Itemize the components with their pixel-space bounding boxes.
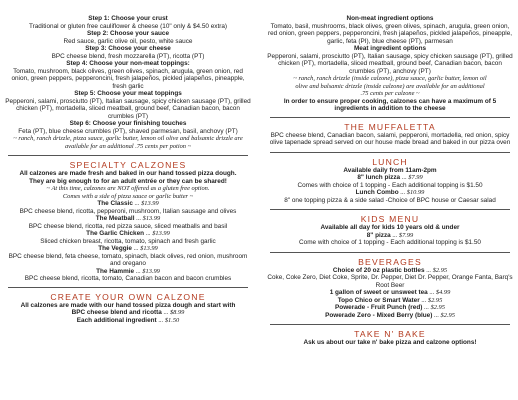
bev-powerade-blue (266, 312, 514, 320)
muffaletta-text: BPC cheese blend, Canadian bacon, salami, pepperoni, mortadella, red onion, spicy olive tapenade spread served on our house made bread and baked in our pizza oven (269, 131, 511, 146)
step2-title: Step 2: Choose your sauce (86, 30, 170, 37)
lunch-combo-desc: 8" one topping pizza & a side salad -Choice of BPC house or Caesar salad (284, 196, 496, 204)
meatball-desc: BPC cheese blend, ricotta, red pizza sauce, sliced meatballs and basil (28, 222, 228, 230)
step1-text: Traditional or gluten free cauliflower & cheese (10" only & $4.50 extra) (28, 22, 228, 30)
bev-powerade-red-name: Powerade - Fruit Punch (red) (335, 304, 423, 311)
take-n-bake-text: Ask us about our take n' bake pizza and calzone options! (303, 339, 477, 346)
hammie-desc: BPC cheese blend, ricotta, tomato, Canadian bacon and bacon crumbles (24, 275, 232, 282)
bev-water-name: Topo Chico or Smart Water (337, 296, 420, 304)
lunch-pizza-price: ... $7.99 (401, 174, 423, 181)
kids-heading: KIDS MENU (360, 214, 420, 224)
meat-note-3: .75 cents per calzone ~ (360, 90, 420, 97)
bev-bottles-name: Choice of 20 oz plastic bottles (332, 266, 425, 274)
bev-bottles-list: Coke, Coke Zero, Diet Coke, Sprite, Dr. Pepper, Diet Dr. Pepper, Orange Fanta, Barq's Root Beer (267, 274, 513, 289)
lunch-hours: Available daily from 11am-2pm (343, 166, 437, 174)
meatball-name: The Meatball (95, 215, 135, 222)
meat-title: Meat ingredient options (353, 45, 427, 52)
kids-availability: Available all day for kids 10 years old & under (320, 224, 460, 231)
step6-text: Feta (PT), blue cheese crumbles (PT), shaved parmesan, basil, anchovy (PT) (18, 127, 238, 135)
step6-note: ~ ranch, ranch drizzle, pizza sauce, garlic butter, lemon oil olive and balsamic drizzle are available for an additional .75 cents per potion ~ (13, 135, 243, 150)
specialty-calzones-heading: SPECIALTY CALZONES (69, 160, 187, 170)
step4-text: Tomato, mushroom, black olives, green olives, spinach, arugula, green onion, red onion, green peppers, pepperoncini, fresh jalapeños, pickled jalapeños, pineapple, fresh garlic (11, 67, 245, 90)
calzones-intro-2: They are big enough to for an adult entrée or they can be shared! (29, 177, 227, 185)
step5-text: Pepperoni, salami, prosciutto (PT), Italian sausage, spicy chicken sausage (PT), grilled chicken (PT), mortadella, sliced meatball, ground beef, Canadian bacon, bacon crumbles (PT) (5, 97, 251, 120)
veggie-item (4, 245, 252, 253)
bev-tea-price: ... $4.99 (429, 289, 451, 296)
meatball-price: ... $13.99 (136, 215, 161, 222)
beverages-heading: BEVERAGES (358, 256, 422, 267)
nonmeat-title: Non-meat ingredient options (346, 15, 434, 22)
garlic-chicken-price: ... $13.99 (145, 230, 170, 237)
create-line-3 (4, 317, 252, 325)
step4-title: Step 4: Choose your non-meat toppings: (66, 60, 190, 67)
veggie-price: ... $13.99 (133, 245, 158, 252)
ingredient-warning: In order to ensure proper cooking, calzones can have a maximum of 5 ingredients in addition to the cheese (283, 97, 497, 112)
hammie-name: The Hammie (96, 267, 135, 275)
kids-pizza-desc: Come with choice of 1 topping - Each additional topping is $1.50 (299, 239, 481, 246)
lunch-heading: LUNCH (372, 156, 408, 167)
bev-water-price: ... $2.95 (421, 296, 443, 304)
bev-tea (266, 289, 514, 297)
lunch-pizza-desc: Comes with choice of 1 topping - Each additional topping is $1.50 (297, 181, 483, 189)
create-base-price: ... $8.99 (163, 309, 185, 316)
create-base: BPC cheese blend and ricotta (71, 309, 162, 316)
garlic-chicken-name: The Garlic Chicken (86, 230, 145, 237)
lunch-pizza (266, 174, 514, 182)
hammie-item (4, 268, 252, 276)
bev-water (266, 297, 514, 305)
classic-price: ... $13.99 (134, 200, 159, 207)
left-column (4, 0, 252, 324)
meat-note-1: ~ ranch, ranch drizzle (inside calzone), pizza sauce, garlic butter, lemon oil (293, 75, 487, 82)
kids-pizza (266, 232, 514, 240)
step5-title: Step 5: Choose your meat toppings (74, 90, 182, 97)
meat-text: Pepperoni, salami, prosciutto (PT), Italian sausage, spicy chicken sausage (PT), grilled chicken (PT), mortadella, sliced meatball, ground beef, Canadian bacon, bacon crumbles (PT), anchovy (PT) (267, 52, 513, 75)
create-additional-price: ... $1.50 (158, 316, 180, 324)
nonmeat-text: Tomato, basil, mushrooms, black olives, green olives, spinach, arugula, green onion, red onion, green peppers, pepperoncini, fresh jalapeños, pickled jalapeños, pineapple, garlic, feta (PI), blue cheese (PT), parmesan (267, 22, 513, 45)
bev-tea-name: 1 gallon of sweet or unsweet tea (329, 289, 428, 296)
lunch-combo (266, 189, 514, 197)
classic-name: The Classic (97, 200, 133, 207)
step1-title: Step 1: Choose your crust (88, 15, 168, 22)
garlic-chicken-item (4, 230, 252, 238)
right-column (266, 0, 514, 347)
calzones-intro-1: All calzones are made fresh and baked in our hand tossed pizza dough. (19, 170, 237, 177)
veggie-name: The Veggie (98, 245, 132, 252)
kids-pizza-price: ... $7.99 (392, 231, 414, 239)
bev-powerade-red-price: ... $2.95 (424, 304, 445, 311)
classic-item (4, 200, 252, 208)
bev-powerade-blue-price: ... $2.95 (434, 311, 455, 319)
create-line-2 (4, 309, 252, 317)
calzones-note-1: ~ At this time, calzones are NOT offered as a gluten free option. (46, 185, 210, 192)
classic-desc: BPC cheese blend, ricotta, pepperoni, mushroom, Italian sausage and olives (19, 207, 237, 215)
bev-bottles-price: ... $2.95 (426, 266, 448, 274)
step3-title: Step 3: Choose your cheese (85, 45, 171, 52)
calzones-note-2: Comes with a side of pizza sauce or garlic butter ~ (62, 192, 194, 200)
lunch-pizza-name: 8" lunch pizza (357, 174, 401, 181)
muffaletta-heading: THE MUFFALETTA (344, 121, 436, 132)
bev-powerade-blue-name: Powerade Zero - Mixed Berry (blue) (325, 311, 433, 319)
step6-title: Step 6: Choose your finishing touches (69, 120, 187, 127)
bev-powerade-red (266, 304, 514, 312)
kids-pizza-name: 8" pizza (366, 231, 391, 239)
step2-text: Red sauce, garlic olive oil, pesto, white sauce (63, 37, 193, 45)
lunch-combo-name: Lunch Combo (355, 189, 399, 196)
hammie-price: ... $13.99 (135, 267, 160, 275)
create-additional: Each additional ingredient (76, 316, 157, 324)
meat-note-2: olive and balsamic drizzle (inside calzone) are available for an additional (295, 82, 485, 90)
bev-bottles (266, 267, 514, 275)
lunch-combo-price: ... $10.99 (400, 189, 425, 196)
create-calzone-heading: CREATE YOUR OWN CALZONE (50, 291, 206, 302)
create-line-1: All calzones are made with our hand tossed pizza dough and start with (20, 301, 236, 309)
step3-text: BPC cheese blend, fresh mozzarella (PT), ricotta (PT) (51, 52, 205, 60)
meatball-item (4, 215, 252, 223)
garlic-chicken-desc: Sliced chicken breast, ricotta, tomato, spinach and fresh garlic (40, 237, 216, 245)
take-n-bake-heading: TAKE N' BAKE (354, 329, 426, 339)
veggie-desc: BPC cheese blend, feta cheese, tomato, spinach, black olives, red onion, mushroom and oregano (8, 252, 248, 267)
